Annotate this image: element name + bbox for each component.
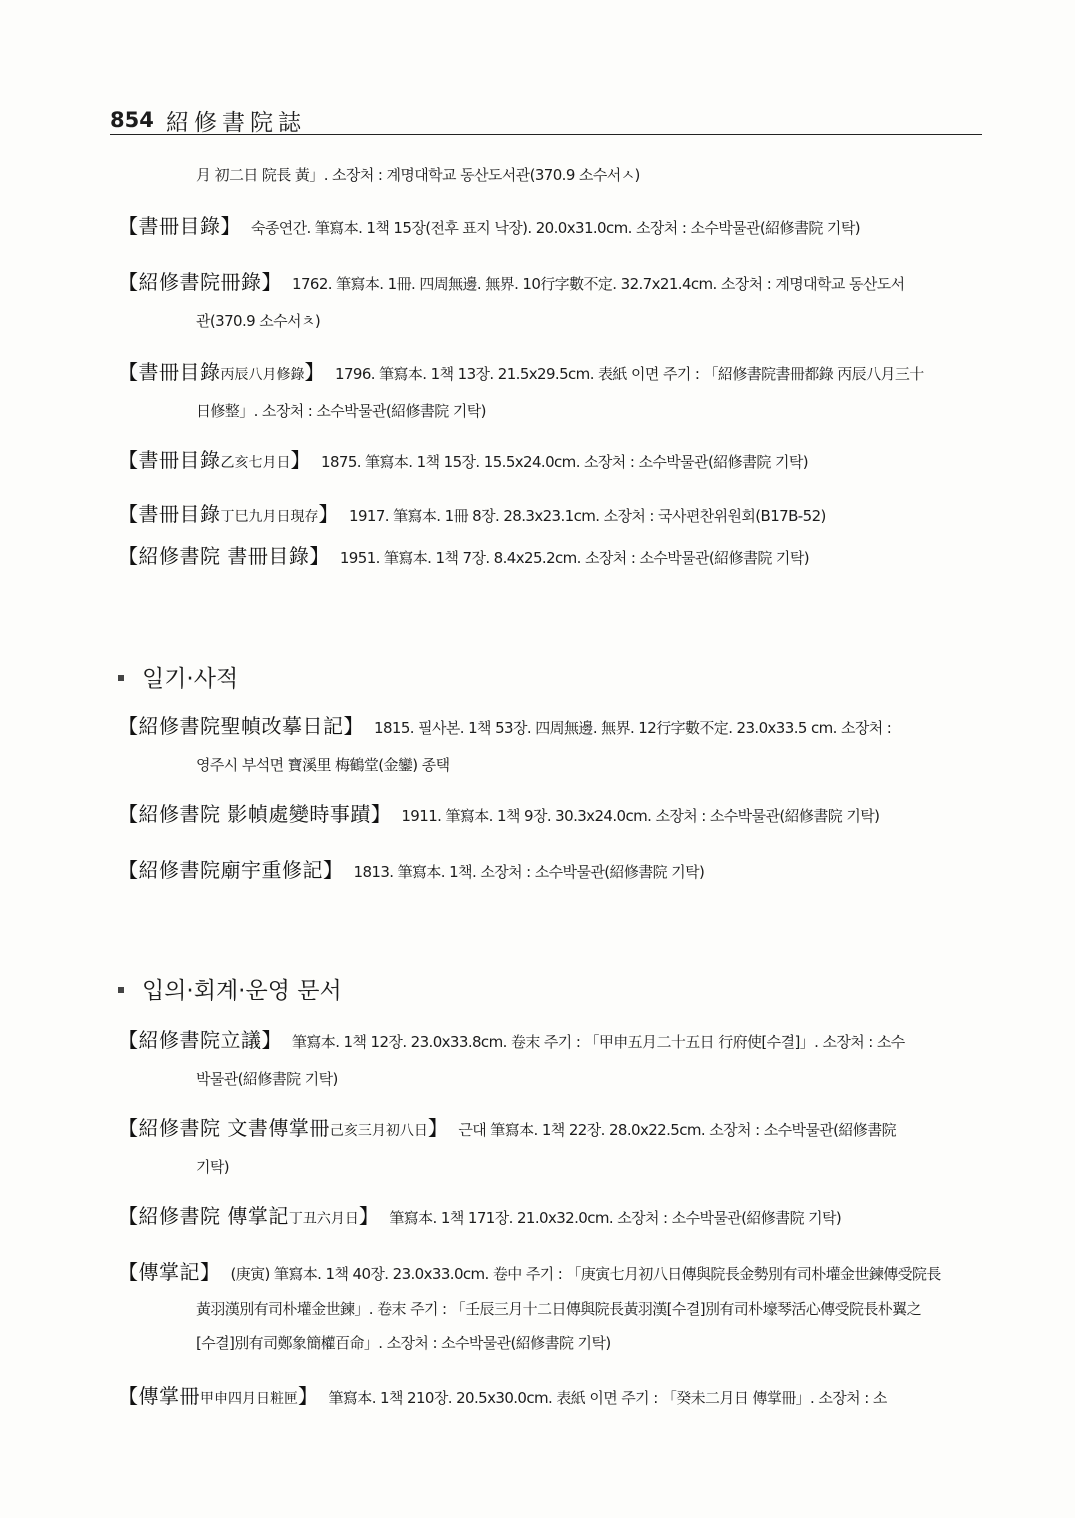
entry-continuation: 박물관(紹修書院 기탁)	[196, 1070, 338, 1088]
entry-subtitle: 乙亥七月日	[220, 455, 291, 471]
entry-continuation: 黃羽漢別有司朴壦金世鍊」. 卷末 주기 : 「壬辰三月十二日傳與院長黃羽漢[수결]別有司朴壕琴活心傳受院長朴翼之	[196, 1300, 921, 1318]
entry-book-list-1	[118, 204, 980, 250]
entry-continuation: [수결]別有司鄭象簡權百命」. 소장처 : 소수박물관(紹修書院 기탁)	[196, 1334, 611, 1352]
entry-diary-3	[118, 848, 980, 894]
entry-title: 【紹修書院冊錄】	[118, 270, 282, 294]
entry-book-list-2	[118, 260, 980, 306]
entry-subtitle: 己亥三月初八日	[329, 1123, 428, 1139]
entry-title: 【紹修書院立議】	[118, 1028, 282, 1052]
entry-text: (庚寅) 筆寫本. 1책 40장. 23.0x33.0cm. 卷中 주기 : 「庚寅七月初八日傳與院長金勢別有司朴壦金世鍊傳受院長	[230, 1265, 941, 1283]
entry-continuation: 관(370.9 소수서ㅊ)	[196, 312, 321, 330]
page-header	[110, 104, 980, 136]
entry-text: 筆寫本. 1책 210장. 20.5x30.0cm. 表紙 이면 주기 : 「癸未二月日 傳掌冊」. 소장처 : 소	[328, 1389, 887, 1407]
entry-text: 1815. 필사본. 1책 53장. 四周無邊. 無界. 12行字數不定. 23.0x33.5 cm. 소장처 :	[374, 719, 892, 737]
entry-title: 【紹修書院聖幀改摹日記】	[118, 714, 364, 738]
entry-admin-1	[118, 1018, 980, 1064]
entry-subtitle: 丙辰八月修錄	[220, 367, 305, 383]
entry-continuation: 日修整」. 소장처 : 소수박물관(紹修書院 기탁)	[196, 402, 486, 420]
bullet-icon	[118, 987, 124, 993]
entry-text: 1911. 筆寫本. 1책 9장. 30.3x24.0cm. 소장처 : 소수박물관(紹修書院 기탁)	[401, 807, 880, 825]
entry-text: 숙종연간. 筆寫本. 1책 15장(전후 표지 낙장). 20.0x31.0cm. 소장처 : 소수박물관(紹修書院 기탁)	[251, 219, 860, 237]
entry-text: 1813. 筆寫本. 1책. 소장처 : 소수박물관(紹修書院 기탁)	[353, 863, 705, 881]
entry-admin-5	[118, 1374, 980, 1421]
entry-title: 【紹修書院 影幀處變時事蹟】	[118, 802, 392, 826]
entry-diary-2	[118, 792, 980, 838]
entry-text: 筆寫本. 1책 171장. 21.0x32.0cm. 소장처 : 소수박물관(紹修書院 기탁)	[389, 1209, 842, 1227]
entry-book-list-4	[118, 438, 980, 485]
bullet-icon	[118, 675, 124, 681]
entry-subtitle: 甲申四月日粧匣	[200, 1391, 298, 1407]
entry-continuation: 기탁)	[196, 1158, 230, 1176]
entry-title: 【書冊目錄】	[118, 214, 241, 238]
entry-title: 【紹修書院 書冊目錄】	[118, 544, 330, 568]
entry-title: 【書冊目錄丁巳九月日現存】	[118, 502, 339, 526]
entry-text: 1796. 筆寫本. 1책 13장. 21.5x29.5cm. 表紙 이면 주기 : 「紹修書院書冊都錄 丙辰八月三十	[335, 365, 924, 383]
entry-text: 筆寫本. 1책 12장. 23.0x33.8cm. 卷末 주기 : 「甲申五月二十五日 行府使[수결]」. 소장처 : 소수	[292, 1033, 905, 1051]
entry-admin-4	[118, 1250, 980, 1296]
entry-subtitle: 丁丑六月日	[288, 1211, 359, 1227]
header-rule	[110, 134, 982, 135]
section-heading-admin: 입의·회계·운영 문서	[118, 972, 342, 1005]
entry-title: 【紹修書院廟宇重修記】	[118, 858, 344, 882]
entry-title: 【紹修書院 傳掌記丁丑六月日】	[118, 1204, 380, 1228]
intro-line: 月 初二日 院長 黃」. 소장처 : 계명대학교 동산도서관(370.9 소수서ㅅ)	[196, 166, 640, 184]
entry-title: 【傳掌記】	[118, 1260, 221, 1284]
entry-admin-2	[118, 1106, 980, 1153]
entry-title: 【書冊目錄乙亥七月日】	[118, 448, 311, 472]
entry-book-list-3	[118, 350, 980, 397]
entry-text: 1762. 筆寫本. 1冊. 四周無邊. 無界. 10行字數不定. 32.7x21.4cm. 소장처 : 계명대학교 동산도서	[292, 275, 905, 293]
entry-title: 【紹修書院 文書傳掌冊己亥三月初八日】	[118, 1116, 449, 1140]
book-title: 紹修書院誌	[166, 110, 306, 136]
entry-text: 근대 筆寫本. 1책 22장. 28.0x22.5cm. 소장처 : 소수박물관(紹修書院	[458, 1121, 896, 1139]
entry-admin-3	[118, 1194, 980, 1241]
entry-title: 【書冊目錄丙辰八月修錄】	[118, 360, 325, 384]
section-heading-diary: 일기·사적	[118, 660, 238, 693]
entry-text: 1917. 筆寫本. 1冊 8장. 28.3x23.1cm. 소장처 : 국사편찬위원회(B17B-52)	[349, 507, 826, 525]
entry-diary-1	[118, 704, 980, 750]
page-number: 854	[110, 108, 154, 132]
entry-text: 1951. 筆寫本. 1책 7장. 8.4x25.2cm. 소장처 : 소수박물관(紹修書院 기탁)	[339, 549, 809, 567]
entry-book-list-5	[118, 492, 980, 539]
entry-subtitle: 丁巳九月日現存	[220, 509, 319, 525]
entry-title: 【傳掌冊甲申四月日粧匣】	[118, 1384, 319, 1408]
entry-text: 1875. 筆寫本. 1책 15장. 15.5x24.0cm. 소장처 : 소수박물관(紹修書院 기탁)	[321, 453, 808, 471]
entry-book-list-6	[118, 534, 980, 580]
entry-continuation: 영주시 부석면 寶溪里 梅鶴堂(金鑾) 종택	[196, 756, 450, 774]
